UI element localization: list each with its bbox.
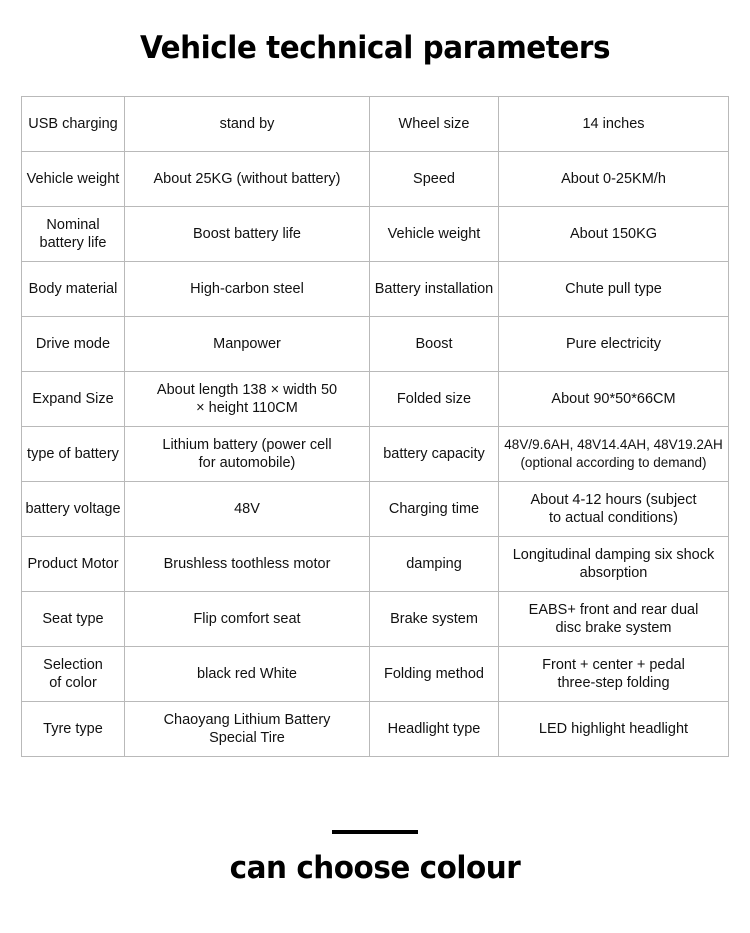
- section-divider: [332, 830, 418, 834]
- spec-value: Flip comfort seat: [125, 592, 370, 647]
- spec-value: Chute pull type: [499, 262, 729, 317]
- spec-label: Seat type: [22, 592, 125, 647]
- spec-value: stand by: [125, 97, 370, 152]
- spec-value: black red White: [125, 647, 370, 702]
- spec-value: 48V: [125, 482, 370, 537]
- spec-label: Battery installation: [370, 262, 499, 317]
- spec-label: Nominal battery life: [22, 207, 125, 262]
- spec-label: Vehicle weight: [22, 152, 125, 207]
- spec-value: Boost battery life: [125, 207, 370, 262]
- spec-value: 14 inches: [499, 97, 729, 152]
- spec-label: Boost: [370, 317, 499, 372]
- table-row: [22, 647, 729, 702]
- spec-label: Headlight type: [370, 702, 499, 757]
- spec-label: Speed: [370, 152, 499, 207]
- table-row: [22, 537, 729, 592]
- spec-label: Wheel size: [370, 97, 499, 152]
- spec-value: Chaoyang Lithium Battery Special Tire: [125, 702, 370, 757]
- spec-value: About 25KG (without battery): [125, 152, 370, 207]
- spec-label: Folding method: [370, 647, 499, 702]
- spec-table: [21, 96, 729, 757]
- table-row: [22, 482, 729, 537]
- table-row: [22, 317, 729, 372]
- spec-value: About 0-25KM/h: [499, 152, 729, 207]
- spec-value: High-carbon steel: [125, 262, 370, 317]
- spec-label: type of battery: [22, 427, 125, 482]
- spec-label: Selection of color: [22, 647, 125, 702]
- spec-value: Manpower: [125, 317, 370, 372]
- spec-label: Brake system: [370, 592, 499, 647]
- spec-label: battery voltage: [22, 482, 125, 537]
- table-row: [22, 702, 729, 757]
- table-row: [22, 152, 729, 207]
- spec-label: damping: [370, 537, 499, 592]
- spec-label: Tyre type: [22, 702, 125, 757]
- spec-value: Front + center + pedal three-step folding: [499, 647, 729, 702]
- spec-value: EABS+ front and rear dual disc brake system: [499, 592, 729, 647]
- spec-value: Lithium battery (power cell for automobile): [125, 427, 370, 482]
- table-row: [22, 592, 729, 647]
- section-title: can choose colour: [229, 850, 521, 886]
- table-row: [22, 207, 729, 262]
- spec-value: About length 138 × width 50 × height 110CM: [125, 372, 370, 427]
- page-title: Vehicle technical parameters: [139, 30, 611, 66]
- table-row: [22, 97, 729, 152]
- table-row: [22, 372, 729, 427]
- spec-label: Expand Size: [22, 372, 125, 427]
- spec-label: Drive mode: [22, 317, 125, 372]
- spec-value: Brushless toothless motor: [125, 537, 370, 592]
- spec-label: Body material: [22, 262, 125, 317]
- spec-label: USB charging: [22, 97, 125, 152]
- table-row: [22, 427, 729, 482]
- spec-value: About 90*50*66CM: [499, 372, 729, 427]
- spec-value: Longitudinal damping six shock absorption: [499, 537, 729, 592]
- spec-label: Product Motor: [22, 537, 125, 592]
- spec-value: About 4-12 hours (subject to actual conditions): [499, 482, 729, 537]
- spec-value: About 150KG: [499, 207, 729, 262]
- spec-label: Vehicle weight: [370, 207, 499, 262]
- spec-value: LED highlight headlight: [499, 702, 729, 757]
- spec-label: Charging time: [370, 482, 499, 537]
- table-row: [22, 262, 729, 317]
- spec-label: Folded size: [370, 372, 499, 427]
- spec-label: battery capacity: [370, 427, 499, 482]
- spec-value: 48V/9.6AH, 48V14.4AH, 48V19.2AH (optional according to demand): [499, 427, 729, 482]
- spec-value: Pure electricity: [499, 317, 729, 372]
